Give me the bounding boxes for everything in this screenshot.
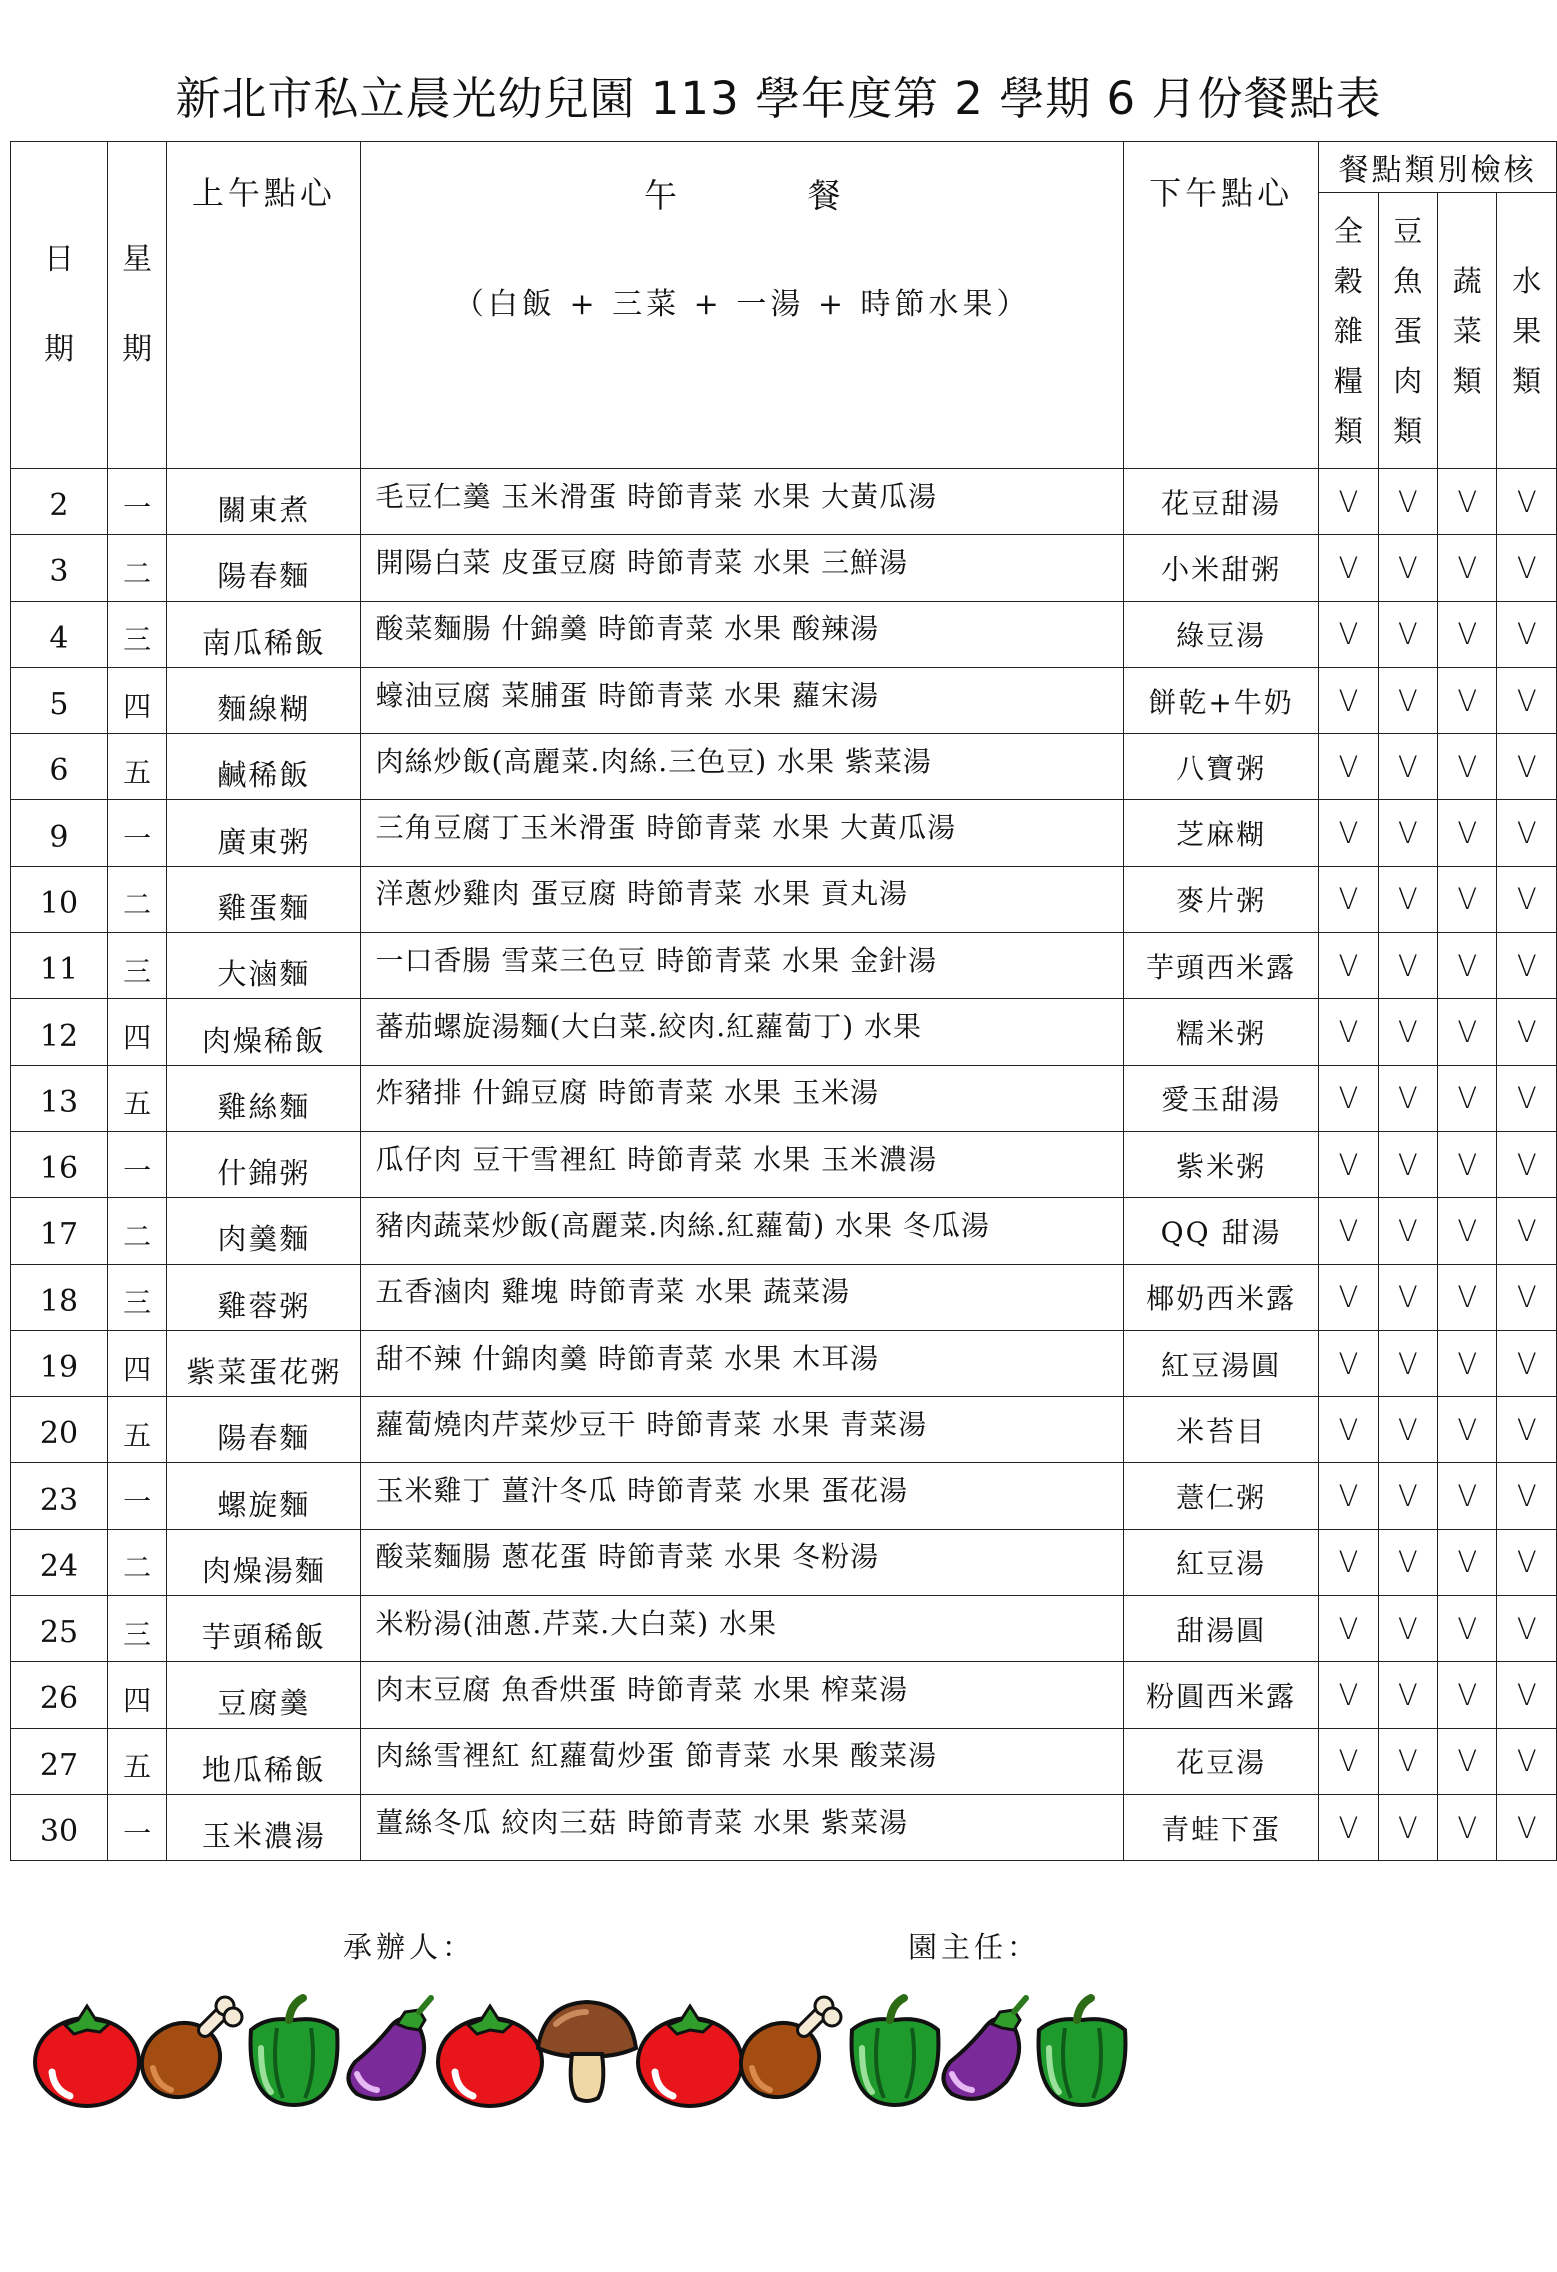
row-check-mark: V xyxy=(1438,866,1497,932)
row-weekday: 一 xyxy=(107,1131,166,1197)
table-row xyxy=(11,1198,1557,1264)
row-lunch: 炸豬排 什錦豆腐 時節青菜 水果 玉米湯 xyxy=(361,1065,1124,1131)
header-cat-vegetables: 蔬 菜 類 xyxy=(1438,193,1497,469)
row-weekday: 一 xyxy=(107,469,166,535)
row-check-mark: V xyxy=(1438,999,1497,1065)
row-morning-snack: 陽春麵 xyxy=(167,535,361,601)
row-check-mark: V xyxy=(1378,1330,1437,1396)
row-afternoon-snack: 花豆甜湯 xyxy=(1123,469,1318,535)
row-lunch: 薑絲冬瓜 絞肉三菇 時節青菜 水果 紫菜湯 xyxy=(361,1794,1124,1860)
row-check-mark: V xyxy=(1319,469,1378,535)
row-check-mark: V xyxy=(1438,469,1497,535)
row-date: 6 xyxy=(11,734,108,800)
row-morning-snack: 雞蛋麵 xyxy=(167,866,361,932)
row-afternoon-snack: 綠豆湯 xyxy=(1123,601,1318,667)
row-check-mark: V xyxy=(1497,1662,1557,1728)
row-check-mark: V xyxy=(1378,1131,1437,1197)
row-date: 5 xyxy=(11,667,108,733)
row-check-mark: V xyxy=(1378,469,1437,535)
table-row xyxy=(11,866,1557,932)
row-afternoon-snack: 麥片粥 xyxy=(1123,866,1318,932)
row-check-mark: V xyxy=(1438,1662,1497,1728)
row-check-mark: V xyxy=(1378,1397,1437,1463)
row-afternoon-snack: 薏仁粥 xyxy=(1123,1463,1318,1529)
row-check-mark: V xyxy=(1319,800,1378,866)
row-check-mark: V xyxy=(1319,999,1378,1065)
row-date: 3 xyxy=(11,535,108,601)
row-lunch: 米粉湯(油蔥.芹菜.大白菜) 水果 xyxy=(361,1596,1124,1662)
row-morning-snack: 肉燥稀飯 xyxy=(167,999,361,1065)
row-morning-snack: 廣東粥 xyxy=(167,800,361,866)
table-row xyxy=(11,535,1557,601)
table-row xyxy=(11,1728,1557,1794)
row-check-mark: V xyxy=(1497,1596,1557,1662)
table-row xyxy=(11,601,1557,667)
header-lunch: 午 餐 （白飯 + 三菜 + 一湯 + 時節水果） xyxy=(361,142,1124,469)
row-check-mark: V xyxy=(1378,1596,1437,1662)
table-row xyxy=(11,667,1557,733)
row-check-mark: V xyxy=(1319,1131,1378,1197)
row-check-mark: V xyxy=(1497,1330,1557,1396)
row-check-mark: V xyxy=(1378,1529,1437,1595)
table-row xyxy=(11,1330,1557,1396)
row-check-mark: V xyxy=(1378,866,1437,932)
table-row xyxy=(11,1131,1557,1197)
row-lunch: 蘿蔔燒肉芹菜炒豆干 時節青菜 水果 青菜湯 xyxy=(361,1397,1124,1463)
row-morning-snack: 肉羹麵 xyxy=(167,1198,361,1264)
row-check-mark: V xyxy=(1378,535,1437,601)
row-check-mark: V xyxy=(1497,601,1557,667)
row-afternoon-snack: QQ 甜湯 xyxy=(1123,1198,1318,1264)
row-check-mark: V xyxy=(1497,933,1557,999)
row-check-mark: V xyxy=(1438,1065,1497,1131)
row-morning-snack: 肉燥湯麵 xyxy=(167,1529,361,1595)
row-afternoon-snack: 芝麻糊 xyxy=(1123,800,1318,866)
header-weekday: 星 期 xyxy=(107,142,166,469)
row-check-mark: V xyxy=(1497,535,1557,601)
row-check-mark: V xyxy=(1438,1330,1497,1396)
row-check-mark: V xyxy=(1319,866,1378,932)
table-row xyxy=(11,1397,1557,1463)
row-morning-snack: 關東煮 xyxy=(167,469,361,535)
row-date: 26 xyxy=(11,1662,108,1728)
row-check-mark: V xyxy=(1438,1529,1497,1595)
row-weekday: 四 xyxy=(107,1330,166,1396)
row-check-mark: V xyxy=(1319,1728,1378,1794)
row-morning-snack: 紫菜蛋花粥 xyxy=(167,1330,361,1396)
row-afternoon-snack: 米苔目 xyxy=(1123,1397,1318,1463)
table-row xyxy=(11,1662,1557,1728)
row-date: 23 xyxy=(11,1463,108,1529)
row-check-mark: V xyxy=(1378,800,1437,866)
row-date: 10 xyxy=(11,866,108,932)
row-date: 18 xyxy=(11,1264,108,1330)
director-signature-label: 園主任： xyxy=(908,1930,1041,1964)
row-morning-snack: 玉米濃湯 xyxy=(167,1794,361,1860)
row-date: 30 xyxy=(11,1794,108,1860)
row-check-mark: V xyxy=(1319,933,1378,999)
row-afternoon-snack: 紅豆湯 xyxy=(1123,1529,1318,1595)
row-lunch: 蕃茄螺旋湯麵(大白菜.絞肉.紅蘿蔔丁) 水果 xyxy=(361,999,1124,1065)
meal-table xyxy=(10,141,1557,1861)
header-cat-grains: 全 穀 雜 糧 類 xyxy=(1319,193,1378,469)
header-cat-fruit: 水 果 類 xyxy=(1497,193,1557,469)
row-lunch: 豬肉蔬菜炒飯(高麗菜.肉絲.紅蘿蔔) 水果 冬瓜湯 xyxy=(361,1198,1124,1264)
row-check-mark: V xyxy=(1319,1065,1378,1131)
row-weekday: 四 xyxy=(107,1662,166,1728)
row-weekday: 二 xyxy=(107,1198,166,1264)
row-lunch: 酸菜麵腸 蔥花蛋 時節青菜 水果 冬粉湯 xyxy=(361,1529,1124,1595)
row-afternoon-snack: 芋頭西米露 xyxy=(1123,933,1318,999)
table-row xyxy=(11,1596,1557,1662)
row-check-mark: V xyxy=(1438,1728,1497,1794)
page-title: 新北市私立晨光幼兒園 113 學年度第 2 學期 6 月份餐點表 xyxy=(175,72,1382,125)
header-morning-snack: 上午點心 xyxy=(167,142,361,469)
row-morning-snack: 鹹稀飯 xyxy=(167,734,361,800)
row-morning-snack: 陽春麵 xyxy=(167,1397,361,1463)
row-check-mark: V xyxy=(1497,1264,1557,1330)
row-morning-snack: 螺旋麵 xyxy=(167,1463,361,1529)
row-lunch: 酸菜麵腸 什錦羹 時節青菜 水果 酸辣湯 xyxy=(361,601,1124,667)
row-weekday: 二 xyxy=(107,535,166,601)
row-afternoon-snack: 小米甜粥 xyxy=(1123,535,1318,601)
row-check-mark: V xyxy=(1378,999,1437,1065)
food-icons-row xyxy=(30,1990,1557,2130)
row-weekday: 五 xyxy=(107,1065,166,1131)
row-afternoon-snack: 紫米粥 xyxy=(1123,1131,1318,1197)
row-lunch: 蠔油豆腐 菜脯蛋 時節青菜 水果 蘿宋湯 xyxy=(361,667,1124,733)
handler-signature-label: 承辦人： xyxy=(343,1930,476,1964)
row-check-mark: V xyxy=(1438,1264,1497,1330)
row-check-mark: V xyxy=(1438,800,1497,866)
row-date: 4 xyxy=(11,601,108,667)
row-check-mark: V xyxy=(1438,933,1497,999)
header-category-check: 餐點類別檢核 xyxy=(1319,142,1557,193)
row-check-mark: V xyxy=(1497,1794,1557,1860)
row-check-mark: V xyxy=(1319,535,1378,601)
row-afternoon-snack: 粉圓西米露 xyxy=(1123,1662,1318,1728)
row-date: 12 xyxy=(11,999,108,1065)
row-afternoon-snack: 青蛙下蛋 xyxy=(1123,1794,1318,1860)
row-weekday: 三 xyxy=(107,601,166,667)
row-check-mark: V xyxy=(1378,933,1437,999)
row-afternoon-snack: 紅豆湯圓 xyxy=(1123,1330,1318,1396)
row-weekday: 四 xyxy=(107,667,166,733)
row-afternoon-snack: 愛玉甜湯 xyxy=(1123,1065,1318,1131)
row-check-mark: V xyxy=(1378,1794,1437,1860)
row-date: 19 xyxy=(11,1330,108,1396)
row-check-mark: V xyxy=(1497,999,1557,1065)
row-check-mark: V xyxy=(1438,667,1497,733)
row-check-mark: V xyxy=(1497,1463,1557,1529)
row-check-mark: V xyxy=(1497,1397,1557,1463)
table-row xyxy=(11,1065,1557,1131)
row-morning-snack: 芋頭稀飯 xyxy=(167,1596,361,1662)
header-afternoon-snack: 下午點心 xyxy=(1123,142,1318,469)
row-check-mark: V xyxy=(1438,1794,1497,1860)
row-date: 16 xyxy=(11,1131,108,1197)
row-lunch: 肉絲炒飯(高麗菜.肉絲.三色豆) 水果 紫菜湯 xyxy=(361,734,1124,800)
row-afternoon-snack: 甜湯圓 xyxy=(1123,1596,1318,1662)
row-lunch: 甜不辣 什錦肉羹 時節青菜 水果 木耳湯 xyxy=(361,1330,1124,1396)
row-check-mark: V xyxy=(1378,1264,1437,1330)
row-check-mark: V xyxy=(1378,601,1437,667)
table-row xyxy=(11,933,1557,999)
row-check-mark: V xyxy=(1497,1065,1557,1131)
row-weekday: 一 xyxy=(107,800,166,866)
row-date: 11 xyxy=(11,933,108,999)
row-check-mark: V xyxy=(1319,601,1378,667)
row-check-mark: V xyxy=(1497,1131,1557,1197)
header-cat-protein: 豆 魚 蛋 肉 類 xyxy=(1378,193,1437,469)
row-check-mark: V xyxy=(1319,1794,1378,1860)
row-check-mark: V xyxy=(1497,469,1557,535)
row-lunch: 玉米雞丁 薑汁冬瓜 時節青菜 水果 蛋花湯 xyxy=(361,1463,1124,1529)
row-weekday: 一 xyxy=(107,1794,166,1860)
row-check-mark: V xyxy=(1438,1463,1497,1529)
row-morning-snack: 什錦粥 xyxy=(167,1131,361,1197)
row-date: 9 xyxy=(11,800,108,866)
row-check-mark: V xyxy=(1378,1662,1437,1728)
row-weekday: 三 xyxy=(107,1264,166,1330)
row-check-mark: V xyxy=(1438,1131,1497,1197)
table-row xyxy=(11,1529,1557,1595)
row-lunch: 肉末豆腐 魚香烘蛋 時節青菜 水果 榨菜湯 xyxy=(361,1662,1124,1728)
row-date: 25 xyxy=(11,1596,108,1662)
row-check-mark: V xyxy=(1497,667,1557,733)
row-check-mark: V xyxy=(1378,1065,1437,1131)
row-morning-snack: 大滷麵 xyxy=(167,933,361,999)
row-weekday: 五 xyxy=(107,734,166,800)
row-check-mark: V xyxy=(1438,601,1497,667)
row-lunch: 開陽白菜 皮蛋豆腐 時節青菜 水果 三鮮湯 xyxy=(361,535,1124,601)
row-weekday: 四 xyxy=(107,999,166,1065)
row-check-mark: V xyxy=(1497,800,1557,866)
row-lunch: 五香滷肉 雞塊 時節青菜 水果 蔬菜湯 xyxy=(361,1264,1124,1330)
row-check-mark: V xyxy=(1497,866,1557,932)
row-afternoon-snack: 糯米粥 xyxy=(1123,999,1318,1065)
row-check-mark: V xyxy=(1438,734,1497,800)
row-morning-snack: 豆腐羹 xyxy=(167,1662,361,1728)
table-row xyxy=(11,1794,1557,1860)
row-weekday: 五 xyxy=(107,1397,166,1463)
row-date: 20 xyxy=(11,1397,108,1463)
row-afternoon-snack: 椰奶西米露 xyxy=(1123,1264,1318,1330)
table-row xyxy=(11,800,1557,866)
row-morning-snack: 雞絲麵 xyxy=(167,1065,361,1131)
row-weekday: 二 xyxy=(107,1529,166,1595)
row-weekday: 三 xyxy=(107,933,166,999)
table-row xyxy=(11,999,1557,1065)
header-date: 日 期 xyxy=(11,142,108,469)
row-check-mark: V xyxy=(1319,1529,1378,1595)
row-check-mark: V xyxy=(1319,734,1378,800)
row-date: 27 xyxy=(11,1728,108,1794)
row-check-mark: V xyxy=(1378,1463,1437,1529)
row-check-mark: V xyxy=(1319,1330,1378,1396)
row-check-mark: V xyxy=(1497,734,1557,800)
row-date: 17 xyxy=(11,1198,108,1264)
row-morning-snack: 南瓜稀飯 xyxy=(167,601,361,667)
row-lunch: 一口香腸 雪菜三色豆 時節青菜 水果 金針湯 xyxy=(361,933,1124,999)
row-date: 24 xyxy=(11,1529,108,1595)
row-morning-snack: 雞蓉粥 xyxy=(167,1264,361,1330)
row-check-mark: V xyxy=(1319,1264,1378,1330)
row-lunch: 毛豆仁羹 玉米滑蛋 時節青菜 水果 大黃瓜湯 xyxy=(361,469,1124,535)
row-weekday: 五 xyxy=(107,1728,166,1794)
row-check-mark: V xyxy=(1438,1596,1497,1662)
row-check-mark: V xyxy=(1319,1662,1378,1728)
row-lunch: 肉絲雪裡紅 紅蘿蔔炒蛋 節青菜 水果 酸菜湯 xyxy=(361,1728,1124,1794)
row-weekday: 三 xyxy=(107,1596,166,1662)
row-lunch: 洋蔥炒雞肉 蛋豆腐 時節青菜 水果 貢丸湯 xyxy=(361,866,1124,932)
row-date: 13 xyxy=(11,1065,108,1131)
row-check-mark: V xyxy=(1378,1198,1437,1264)
row-afternoon-snack: 餅乾+牛奶 xyxy=(1123,667,1318,733)
row-date: 2 xyxy=(11,469,108,535)
row-lunch: 三角豆腐丁玉米滑蛋 時節青菜 水果 大黃瓜湯 xyxy=(361,800,1124,866)
row-afternoon-snack: 八寶粥 xyxy=(1123,734,1318,800)
row-check-mark: V xyxy=(1378,667,1437,733)
table-row xyxy=(11,1264,1557,1330)
row-check-mark: V xyxy=(1497,1529,1557,1595)
row-check-mark: V xyxy=(1438,1198,1497,1264)
row-check-mark: V xyxy=(1378,734,1437,800)
row-check-mark: V xyxy=(1438,535,1497,601)
row-check-mark: V xyxy=(1319,1596,1378,1662)
row-weekday: 二 xyxy=(107,866,166,932)
row-check-mark: V xyxy=(1378,1728,1437,1794)
row-check-mark: V xyxy=(1438,1397,1497,1463)
row-check-mark: V xyxy=(1319,1198,1378,1264)
row-morning-snack: 麵線糊 xyxy=(167,667,361,733)
table-row xyxy=(11,734,1557,800)
row-check-mark: V xyxy=(1319,667,1378,733)
row-check-mark: V xyxy=(1319,1463,1378,1529)
table-row xyxy=(11,1463,1557,1529)
table-row xyxy=(11,469,1557,535)
row-lunch: 瓜仔肉 豆干雪裡紅 時節青菜 水果 玉米濃湯 xyxy=(361,1131,1124,1197)
row-morning-snack: 地瓜稀飯 xyxy=(167,1728,361,1794)
row-afternoon-snack: 花豆湯 xyxy=(1123,1728,1318,1794)
row-weekday: 一 xyxy=(107,1463,166,1529)
row-check-mark: V xyxy=(1497,1198,1557,1264)
row-check-mark: V xyxy=(1497,1728,1557,1794)
row-check-mark: V xyxy=(1319,1397,1378,1463)
